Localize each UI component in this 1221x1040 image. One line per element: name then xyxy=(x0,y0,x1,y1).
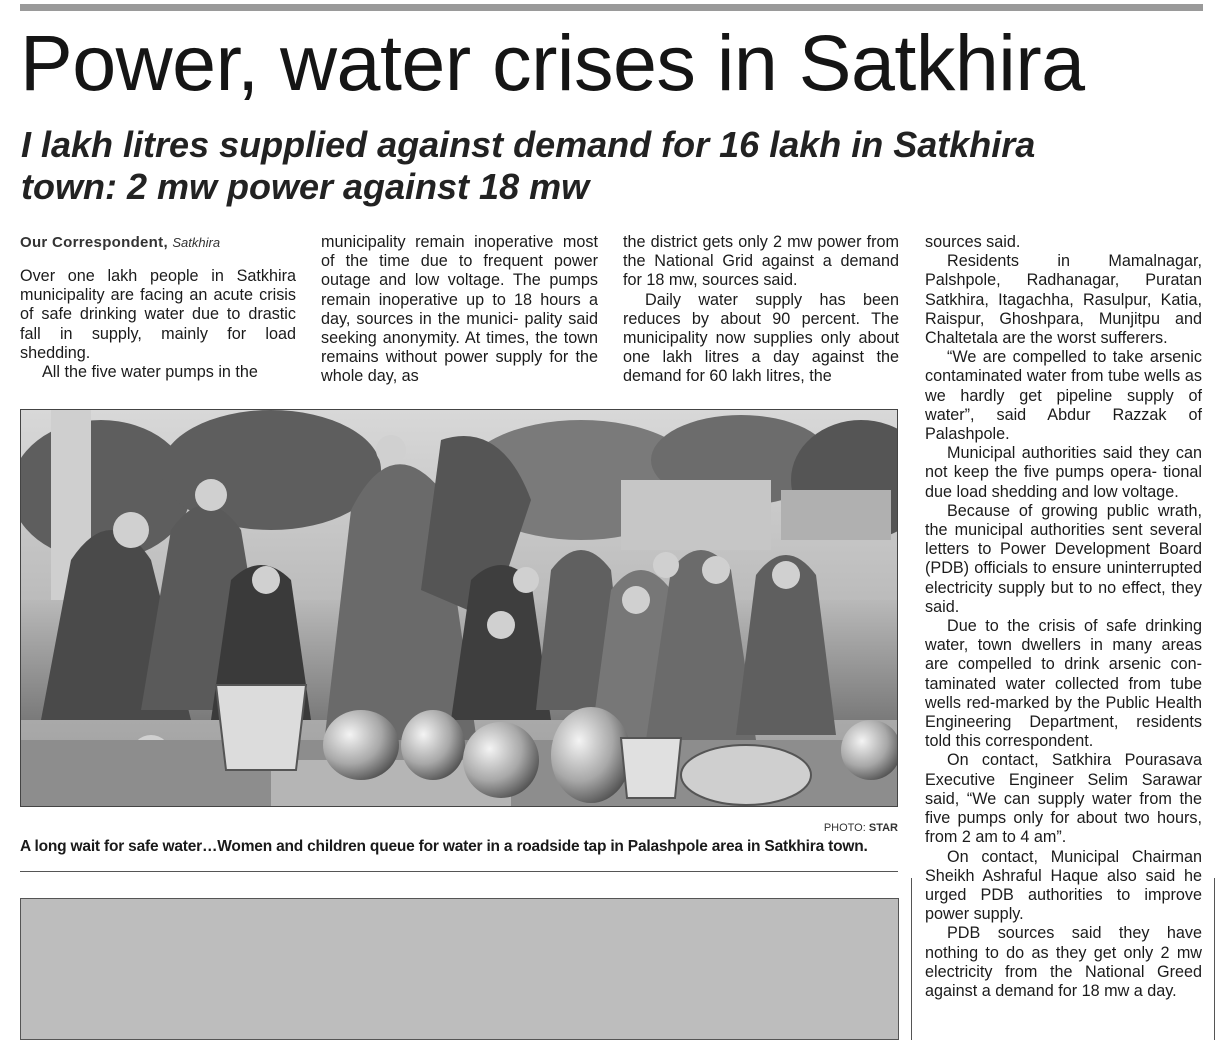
photo-credit-prefix: PHOTO: xyxy=(823,822,866,834)
divider xyxy=(20,871,898,872)
paragraph: On contact, Satkhira Pourasava Executive Engineer Selim Sarawar said, “We can supply water from the five pumps only for about two hours, from 2 am to 4 am”. xyxy=(925,751,1202,847)
advertisement-placeholder xyxy=(20,898,899,1040)
paragraph: municipality remain inoperative most of the time due to frequent power outage and low voltage. The pumps remain inoperative up to 18 hours a day, sources in the munici- pality said seeking anonymity. At times, the town remains without power supply for the whole day, as xyxy=(321,233,598,386)
column-rule xyxy=(1214,878,1215,1040)
paragraph: Because of growing public wrath, the municipal authorities sent several letters to Power Development Board (PDB) officials to ensure uninterrupted electricity supply but to no effect, they said. xyxy=(925,501,1202,616)
photo-caption: A long wait for safe water…Women and children queue for water in a roadside tap in Palashpole area in Satkhira town. xyxy=(20,838,868,855)
paragraph: Daily water supply has been reduces by about 90 percent. The municipality now supplies only about one lakh litres a day against the demand for 60 lakh litres, the xyxy=(623,290,899,386)
column-1 xyxy=(20,233,296,382)
column-rule xyxy=(911,878,912,1040)
paragraph: Due to the crisis of safe drinking water, town dwellers in many areas are compelled to drink arsenic con- taminated water collected from tube wells red-marked by the Public Health Engineering Department, residents told this correspondent. xyxy=(925,617,1202,751)
byline xyxy=(20,233,296,252)
photo-credit-source: STAR xyxy=(868,822,898,834)
news-photo xyxy=(20,409,898,807)
column-3 xyxy=(623,233,899,387)
photo-credit xyxy=(700,822,898,834)
paragraph: Over one lakh people in Satkhira municipality are facing an acute crisis of safe drinking water due to drastic fall in supply, mainly for load shedding. xyxy=(20,267,296,362)
byline-name: Our Correspondent, xyxy=(20,234,168,251)
paragraph: sources said. xyxy=(925,233,1021,251)
paragraph: the district gets only 2 mw power from the National Grid against a demand for 18 mw, sources said. xyxy=(623,233,899,290)
paragraph: PDB sources said they have nothing to do as they get only 2 mw electricity from the National Greed against a demand for 18 mw a day. xyxy=(925,924,1202,1000)
paragraph: On contact, Municipal Chairman Sheikh Ashraful Haque also said he urged PDB authorities to improve power supply. xyxy=(925,847,1202,924)
paragraph: “We are compelled to take arsenic contaminated water from tube wells as we hardly get pipeline supply of water”, said Abdur Razzak of Palashpole. xyxy=(925,348,1202,444)
subheadline: I lakh litres supplied against demand for 16 lakh in Satkhira town: 2 mw power against 18 mw xyxy=(21,124,1036,207)
top-rule xyxy=(20,4,1203,11)
headline: Power, water crises in Satkhira xyxy=(20,18,1085,107)
paragraph: Residents in Mamalnagar, Palshpole, Radhanagar, Puratan Satkhira, Itagachha, Rasulpur, Katia, Raispur, Ghoshpara, Munjitpu and Chaltetala are the worst sufferers. xyxy=(925,252,1202,348)
photo-illustration xyxy=(21,410,898,807)
paragraph: Municipal authorities said they can not keep the five pumps opera- tional due load shedding and low voltage. xyxy=(925,444,1202,501)
paragraph: All the five water pumps in the xyxy=(42,363,258,382)
byline-place: Satkhira xyxy=(172,235,221,250)
column-2 xyxy=(321,233,598,387)
column-4 xyxy=(925,233,1202,1001)
